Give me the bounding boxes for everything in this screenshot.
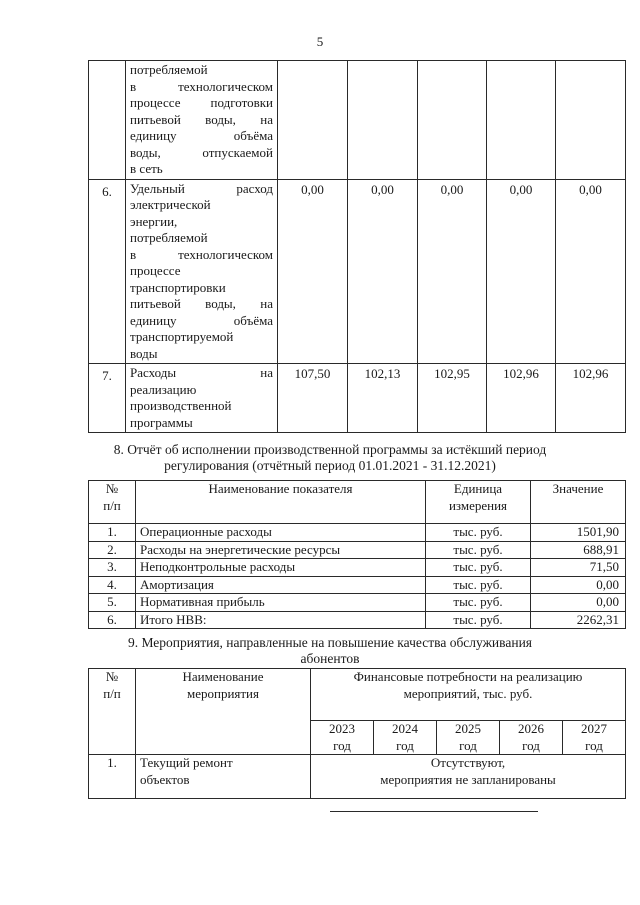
report-row-num: 1. [89,524,136,542]
indicator-name-line: питьевой воды, на [130,111,273,127]
report-row [89,611,626,629]
measures-row-num: 1. [89,755,136,799]
report-row-value: 71,50 [531,559,626,577]
year-value: 2025 [455,721,481,736]
report-row [89,541,626,559]
year-value: 2023 [329,721,355,736]
year-header [311,721,374,755]
indicator-name-line: электрической [130,197,211,212]
report-row-name: Итого НВВ: [136,611,426,629]
num-header [89,481,136,524]
report-row-num: 2. [89,541,136,559]
indicator-value [348,61,418,180]
indicator-value [278,61,348,180]
report-row-name: Операционные расходы [136,524,426,542]
measures-table [88,668,626,799]
row-number: 7. [89,364,126,433]
unit-header [426,481,531,524]
financial-needs-header [311,669,626,721]
measures-row-name-line2: объектов [140,771,190,787]
year-unit: год [585,737,603,753]
indicator-name-line: в технологическом [130,78,273,94]
measures-num-header [89,669,136,755]
indicator-value: 102,13 [348,364,418,433]
section-8-heading [60,442,600,474]
indicator-value: 0,00 [418,179,487,364]
report-row-name: Расходы на энергетические ресурсы [136,541,426,559]
measures-row-status [311,755,626,799]
num-header-line1: № [105,481,119,496]
production-program-table [88,60,626,433]
indicator-name [126,61,278,180]
indicator-value: 0,00 [348,179,418,364]
indicator-name-line: программы [130,414,193,430]
section-9-heading [60,635,600,667]
indicator-name-line: транспортируемой [130,329,234,344]
financial-needs-line2: мероприятий, тыс. руб. [403,685,533,701]
report-row-value: 688,91 [531,541,626,559]
year-unit: год [333,737,351,753]
indicator-name-line: единицу объёма [130,128,273,143]
indicator-name-line: потребляемой [130,230,208,245]
indicator-name-line: Расходы на [130,365,273,380]
indicator-name-line: в сеть [130,161,163,176]
year-value: 2026 [518,721,544,736]
year-unit: год [459,737,477,753]
measures-name-header [136,669,311,755]
name-header: Наименование показателя [136,481,426,524]
financial-needs-line1: Финансовые потребности на реализацию [353,669,583,684]
indicator-name-line: энергии, [130,213,178,229]
report-row-name: Нормативная прибыль [136,594,426,612]
measures-name-line2: мероприятия [186,685,259,701]
indicator-value: 0,00 [487,179,556,364]
indicator-name-line: воды, отпускаемой [130,144,273,160]
indicator-value: 102,96 [556,364,626,433]
measures-name-line1: Наименование [182,669,264,684]
indicator-name-line: производственной [130,398,232,413]
section-9-heading-line1: 9. Мероприятия, направленные на повышение качества обслуживания [127,635,533,650]
indicator-value [418,61,487,180]
report-row-value: 0,00 [531,576,626,594]
indicator-value: 0,00 [278,179,348,364]
indicator-name-line: транспортировки [130,279,226,295]
year-header [563,721,626,755]
year-header [500,721,563,755]
report-row-num: 6. [89,611,136,629]
report-row [89,594,626,612]
unit-header-line2: измерения [448,497,508,513]
program-row [89,179,626,364]
page-number: 5 [316,34,324,49]
section-9-heading-line2: абонентов [300,651,360,666]
indicator-name-line: питьевой воды, на [130,296,273,311]
measures-row [89,755,626,799]
report-row-unit: тыс. руб. [426,611,531,629]
report-row [89,524,626,542]
row-number: 6. [89,179,126,364]
report-row-unit: тыс. руб. [426,541,531,559]
indicator-value: 0,00 [556,179,626,364]
indicator-name-line: потребляемой [130,62,208,77]
footer-divider [330,811,538,812]
indicator-value [487,61,556,180]
report-row [89,576,626,594]
measures-num-line1: № [105,669,119,684]
indicator-value: 102,95 [418,364,487,433]
indicator-name-line: Удельный расход [130,180,273,196]
year-value: 2027 [581,721,608,736]
report-row-unit: тыс. руб. [426,559,531,577]
year-header [437,721,500,755]
report-row-num: 5. [89,594,136,612]
indicator-value: 102,96 [487,364,556,433]
indicator-value: 107,50 [278,364,348,433]
indicator-value [556,61,626,180]
report-row [89,559,626,577]
report-row-value: 2262,31 [531,611,626,629]
report-row-unit: тыс. руб. [426,524,531,542]
unit-header-line1: Единица [453,481,503,496]
year-value: 2024 [392,721,418,736]
report-row-name: Амортизация [136,576,426,594]
measures-row-name-line1: Текущий ремонт [140,755,233,770]
report-row-value: 1501,90 [531,524,626,542]
indicator-name-line: процессе подготовки [130,95,273,110]
indicator-name-line: реализацию [130,381,197,397]
measures-num-line2: п/п [103,685,121,701]
indicator-name-line: процессе [130,263,181,278]
row-number [89,61,126,180]
report-row-unit: тыс. руб. [426,594,531,612]
report-row-value: 0,00 [531,594,626,612]
indicator-name-line: единицу объёма [130,312,273,328]
measures-status-line1: Отсутствуют, [430,755,506,770]
report-row-num: 4. [89,576,136,594]
num-header-line2: п/п [103,497,121,513]
measures-row-name [136,755,311,799]
report-table-header-row [89,481,626,524]
indicator-name-line: в технологическом [130,246,273,262]
indicator-name-line: воды [130,345,158,361]
program-row [89,364,626,433]
program-row [89,61,626,180]
year-unit: год [396,737,414,753]
measures-status-line2: мероприятия не запланированы [380,771,556,787]
indicator-name [126,179,278,364]
report-row-unit: тыс. руб. [426,576,531,594]
section-8-heading-line1: 8. Отчёт об исполнении производственной программы за истёкший период [113,442,547,457]
value-header: Значение [531,481,626,524]
report-row-name: Неподконтрольные расходы [136,559,426,577]
report-row-num: 3. [89,559,136,577]
indicator-name [126,364,278,433]
report-table [88,480,626,629]
section-8-heading-line2: регулирования (отчётный период 01.01.2021 - 31.12.2021) [164,458,496,473]
measures-header-row [89,669,626,721]
year-unit: год [522,737,540,753]
year-header [374,721,437,755]
